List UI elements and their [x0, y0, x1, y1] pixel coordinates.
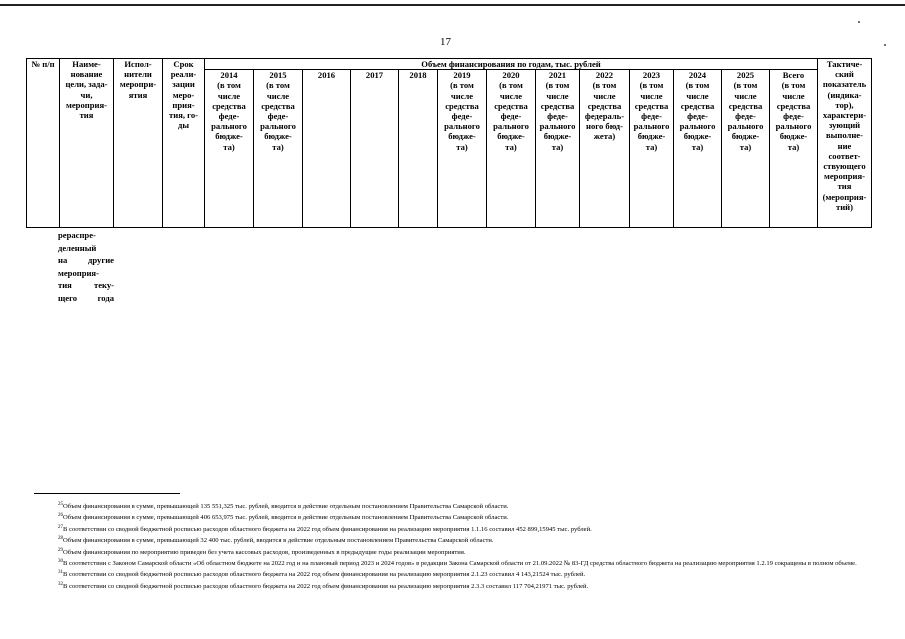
- year-label: 2022: [595, 70, 614, 81]
- year-label: 2020: [502, 70, 520, 81]
- footnote-number: 27: [58, 524, 63, 530]
- header-financing-volume-text: Объем финансирования по годам, тыс. рублей: [421, 59, 601, 69]
- footnote: [34, 580, 874, 591]
- footnote: [34, 523, 874, 534]
- year-note: (в том числе средства феде- рального бюдже- та): [211, 80, 247, 152]
- footnote-number: 26: [58, 513, 63, 519]
- footnote-number: 28: [58, 536, 63, 542]
- year-note: (в том числе средства феде- рального бюдже- та): [633, 80, 670, 152]
- year-label: Всего: [782, 70, 805, 81]
- year-label: 2024: [688, 70, 707, 81]
- header-num-text: № п/п: [31, 59, 55, 69]
- year-label: 2025: [736, 70, 755, 81]
- year-label: 2014: [220, 70, 238, 81]
- header-year-2022: [580, 70, 630, 228]
- continuation-text: [58, 229, 114, 304]
- financing-table: [26, 58, 872, 228]
- header-indicator-text: Тактиче- ский показатель (индика- тор), характери- зующий выполне- ние соответ- ствующего мероприя- тия (мероприя- тий): [822, 59, 867, 212]
- header-num: [27, 59, 60, 228]
- year-label: 2017: [365, 70, 384, 81]
- header-year-всего: [770, 70, 818, 228]
- continuation-line: щего года: [58, 292, 114, 303]
- footnote-text: В соответствии со сводной бюджетной росписью расходов областного бюджета на 2022 год объем финансирования на реализацию мероприятия 2.3.3 составил 117 704,21971 тыс. рублей.: [63, 582, 589, 590]
- footnote-text: В соответствии с Законом Самарской области «Об областном бюджете на 2022 год и на плановый период 2023 и 2024 годов» в редакции Закона Самарской области от 21.09.2022 № 83-ГД средства областного бюджета на реализацию мероприятия 1.2.19 сокращены в полном объеме.: [63, 560, 857, 568]
- year-note: (в том числе средства феде- рального бюдже- та): [727, 80, 764, 152]
- scan-speck: [858, 21, 860, 23]
- header-year-2015: [254, 70, 303, 228]
- header-executors-text: Испол- нители меропри- ятия: [119, 59, 157, 100]
- footnote-text: Объем финансирования в сумме, превышающей 135 551,325 тыс. рублей, вводится в действие отдельным постановлением Правительства Самарской области.: [63, 503, 509, 511]
- year-label: 2021: [548, 70, 567, 81]
- year-note: (в том числе средства феде- рального бюдже- та): [775, 80, 812, 152]
- footnote-text: Объем финансирования в сумме, превышающей 406 653,975 тыс. рублей, вводится в действие отдельным постановлением Правительства Самарской области.: [63, 514, 509, 522]
- footnote-number: 25: [58, 502, 63, 507]
- footnote-text: Объем финансирования в сумме, превышающей 32 400 тыс. рублей, вводится в действие отдельным постановлением Правительства Самарской области.: [63, 537, 494, 545]
- year-label: 2019: [453, 70, 471, 81]
- year-label: 2015: [269, 70, 287, 81]
- year-note: (в том числе средства феде- рального бюдже- та): [539, 80, 576, 152]
- header-financing-volume: [205, 59, 818, 70]
- footnote: [34, 511, 874, 522]
- header-year-2018: [399, 70, 438, 228]
- top-border-line: [0, 4, 905, 6]
- continuation-line: тия теку-: [58, 280, 114, 290]
- continuation-line: рераспре-: [58, 230, 96, 240]
- header-year-2020: [487, 70, 536, 228]
- header-year-2021: [536, 70, 580, 228]
- header-executors: [114, 59, 163, 228]
- header-term-text: Срок реали- зации меро- прия- тия, го- ды: [169, 59, 198, 131]
- footnote: [34, 568, 874, 579]
- footnote-number: 29: [58, 547, 63, 553]
- footnote-text: В соответствии со сводной бюджетной росписью расходов областного бюджета на 2022 год объем финансирования на реализацию мероприятия 1.1.16 составил 452 899,15945 тыс. рублей.: [63, 525, 592, 533]
- continuation-line: мероприя-: [58, 267, 99, 278]
- footnote-number: 30: [58, 558, 63, 564]
- continuation-line: на другие: [58, 255, 114, 265]
- footnotes: [34, 500, 874, 591]
- year-label: 2018: [409, 70, 427, 81]
- header-year-2014: [205, 70, 254, 228]
- footnote-number: 31: [58, 570, 63, 576]
- footnote: [34, 557, 874, 568]
- year-note: (в том числе средства федераль- ного бюд- жета): [584, 80, 625, 142]
- page-number: 17: [440, 36, 451, 48]
- footnote-text: В соответствии со сводной бюджетной росписью расходов областного бюджета на 2022 год объем финансирования на реализацию мероприятия 2.1.23 составил 4 143,21524 тыс. рублей.: [63, 571, 586, 579]
- header-year-2019: [438, 70, 487, 228]
- footnote: [34, 534, 874, 545]
- header-indicator: [818, 59, 872, 228]
- continuation-line: деленный: [58, 242, 97, 253]
- year-note: (в том числе средства феде- рального бюдже- та): [444, 80, 480, 152]
- year-note: (в том числе средства феде- рального бюдже- та): [493, 80, 529, 152]
- header-name: [60, 59, 114, 228]
- header-year-2017: [351, 70, 399, 228]
- scan-speck: [884, 44, 886, 46]
- header-term: [163, 59, 205, 228]
- year-label: 2023: [642, 70, 661, 81]
- header-year-2023: [630, 70, 674, 228]
- year-note: (в том числе средства феде- рального бюдже- та): [679, 80, 716, 152]
- year-label: 2016: [317, 70, 336, 81]
- header-year-2016: [303, 70, 351, 228]
- footnote-text: Объем финансирования по мероприятию приведен без учета кассовых расходов, произведенных в предыдущие годы реализации мероприятия.: [63, 548, 466, 556]
- year-note: (в том числе средства феде- рального бюдже- та): [260, 80, 296, 152]
- header-year-2024: [674, 70, 722, 228]
- footnote-separator: [34, 493, 180, 494]
- footnote-number: 32: [58, 581, 63, 587]
- header-name-text: Наиме- нование цели, зада- чи, мероприя- тия: [65, 59, 108, 121]
- footnote: [34, 500, 874, 511]
- header-year-2025: [722, 70, 770, 228]
- footnote: [34, 546, 874, 557]
